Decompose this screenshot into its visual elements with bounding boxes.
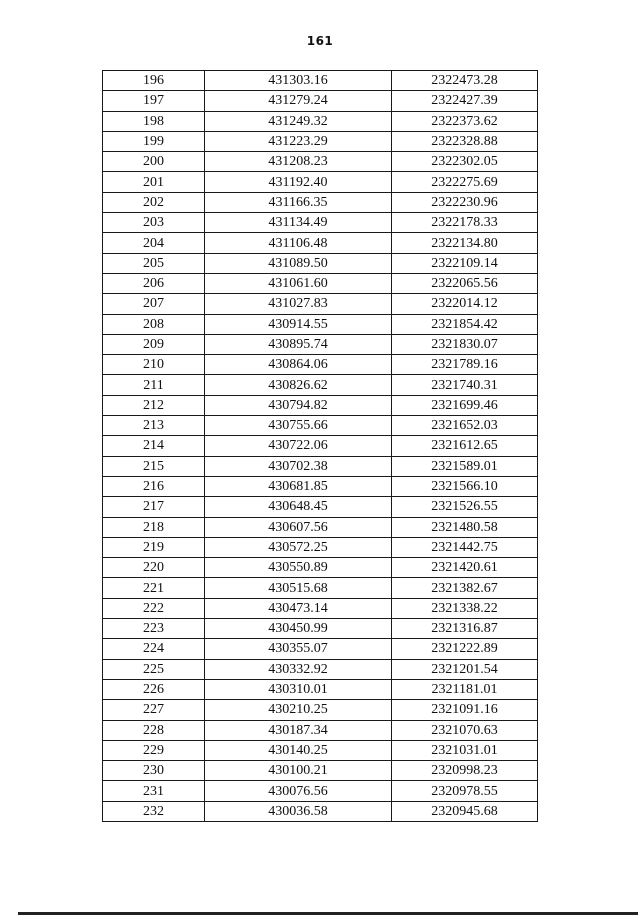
x-coordinate-cell: 431279.24	[205, 91, 392, 111]
y-coordinate-cell: 2321652.03	[392, 416, 538, 436]
point-number-cell: 230	[103, 761, 205, 781]
y-coordinate-cell: 2321789.16	[392, 355, 538, 375]
y-coordinate-cell: 2321338.22	[392, 598, 538, 618]
point-number-cell: 210	[103, 355, 205, 375]
y-coordinate-cell: 2321854.42	[392, 314, 538, 334]
point-number-cell: 223	[103, 619, 205, 639]
table-row	[103, 619, 538, 639]
x-coordinate-cell: 430681.85	[205, 476, 392, 496]
table-row	[103, 416, 538, 436]
y-coordinate-cell: 2321612.65	[392, 436, 538, 456]
table-row	[103, 537, 538, 557]
point-number-cell: 217	[103, 497, 205, 517]
x-coordinate-cell: 431192.40	[205, 172, 392, 192]
point-number-cell: 226	[103, 679, 205, 699]
table-row	[103, 598, 538, 618]
point-number-cell: 216	[103, 476, 205, 496]
table-row	[103, 558, 538, 578]
x-coordinate-cell: 430550.89	[205, 558, 392, 578]
point-number-cell: 201	[103, 172, 205, 192]
x-coordinate-cell: 431106.48	[205, 233, 392, 253]
point-number-cell: 214	[103, 436, 205, 456]
point-number-cell: 231	[103, 781, 205, 801]
table-row	[103, 294, 538, 314]
y-coordinate-cell: 2322065.56	[392, 273, 538, 293]
x-coordinate-cell: 430310.01	[205, 679, 392, 699]
point-number-cell: 224	[103, 639, 205, 659]
table-row	[103, 436, 538, 456]
point-number-cell: 197	[103, 91, 205, 111]
point-number-cell: 219	[103, 537, 205, 557]
x-coordinate-cell: 430607.56	[205, 517, 392, 537]
point-number-cell: 199	[103, 131, 205, 151]
point-number-cell: 212	[103, 395, 205, 415]
y-coordinate-cell: 2321181.01	[392, 679, 538, 699]
table-row	[103, 314, 538, 334]
y-coordinate-cell: 2322109.14	[392, 253, 538, 273]
table-row	[103, 639, 538, 659]
table-row	[103, 700, 538, 720]
y-coordinate-cell: 2322427.39	[392, 91, 538, 111]
x-coordinate-cell: 430572.25	[205, 537, 392, 557]
y-coordinate-cell: 2321222.89	[392, 639, 538, 659]
coordinate-table-body	[103, 71, 538, 822]
x-coordinate-cell: 431208.23	[205, 152, 392, 172]
x-coordinate-cell: 430450.99	[205, 619, 392, 639]
x-coordinate-cell: 431166.35	[205, 192, 392, 212]
y-coordinate-cell: 2321031.01	[392, 740, 538, 760]
y-coordinate-cell: 2321699.46	[392, 395, 538, 415]
x-coordinate-cell: 430755.66	[205, 416, 392, 436]
point-number-cell: 209	[103, 334, 205, 354]
x-coordinate-cell: 430187.34	[205, 720, 392, 740]
y-coordinate-cell: 2322014.12	[392, 294, 538, 314]
y-coordinate-cell: 2321589.01	[392, 456, 538, 476]
table-row	[103, 253, 538, 273]
y-coordinate-cell: 2320998.23	[392, 761, 538, 781]
point-number-cell: 215	[103, 456, 205, 476]
point-number-cell: 206	[103, 273, 205, 293]
table-row	[103, 355, 538, 375]
x-coordinate-cell: 431089.50	[205, 253, 392, 273]
y-coordinate-cell: 2322328.88	[392, 131, 538, 151]
y-coordinate-cell: 2322230.96	[392, 192, 538, 212]
table-row	[103, 395, 538, 415]
table-row	[103, 476, 538, 496]
point-number-cell: 222	[103, 598, 205, 618]
x-coordinate-cell: 430140.25	[205, 740, 392, 760]
y-coordinate-cell: 2321480.58	[392, 517, 538, 537]
point-number-cell: 218	[103, 517, 205, 537]
table-row	[103, 192, 538, 212]
x-coordinate-cell: 430914.55	[205, 314, 392, 334]
x-coordinate-cell: 430895.74	[205, 334, 392, 354]
y-coordinate-cell: 2321382.67	[392, 578, 538, 598]
x-coordinate-cell: 431223.29	[205, 131, 392, 151]
table-row	[103, 740, 538, 760]
y-coordinate-cell: 2321091.16	[392, 700, 538, 720]
table-row	[103, 781, 538, 801]
page-bottom-rule	[18, 912, 638, 915]
x-coordinate-cell: 430702.38	[205, 456, 392, 476]
x-coordinate-cell: 430332.92	[205, 659, 392, 679]
y-coordinate-cell: 2322134.80	[392, 233, 538, 253]
x-coordinate-cell: 430826.62	[205, 375, 392, 395]
table-row	[103, 578, 538, 598]
x-coordinate-cell: 430210.25	[205, 700, 392, 720]
y-coordinate-cell: 2321070.63	[392, 720, 538, 740]
point-number-cell: 221	[103, 578, 205, 598]
y-coordinate-cell: 2321526.55	[392, 497, 538, 517]
point-number-cell: 202	[103, 192, 205, 212]
point-number-cell: 225	[103, 659, 205, 679]
point-number-cell: 229	[103, 740, 205, 760]
y-coordinate-cell: 2320945.68	[392, 801, 538, 821]
x-coordinate-cell: 431134.49	[205, 213, 392, 233]
table-row	[103, 152, 538, 172]
table-row	[103, 456, 538, 476]
y-coordinate-cell: 2321830.07	[392, 334, 538, 354]
y-coordinate-cell: 2322275.69	[392, 172, 538, 192]
y-coordinate-cell: 2321566.10	[392, 476, 538, 496]
x-coordinate-cell: 431249.32	[205, 111, 392, 131]
point-number-cell: 200	[103, 152, 205, 172]
table-row	[103, 720, 538, 740]
x-coordinate-cell: 430515.68	[205, 578, 392, 598]
point-number-cell: 208	[103, 314, 205, 334]
table-row	[103, 801, 538, 821]
point-number-cell: 228	[103, 720, 205, 740]
y-coordinate-cell: 2321740.31	[392, 375, 538, 395]
x-coordinate-cell: 430036.58	[205, 801, 392, 821]
point-number-cell: 213	[103, 416, 205, 436]
coordinate-table	[102, 70, 538, 822]
x-coordinate-cell: 430355.07	[205, 639, 392, 659]
x-coordinate-cell: 431061.60	[205, 273, 392, 293]
table-row	[103, 517, 538, 537]
y-coordinate-cell: 2322373.62	[392, 111, 538, 131]
table-row	[103, 273, 538, 293]
point-number-cell: 211	[103, 375, 205, 395]
table-row	[103, 375, 538, 395]
table-row	[103, 334, 538, 354]
table-row	[103, 659, 538, 679]
table-row	[103, 761, 538, 781]
x-coordinate-cell: 430473.14	[205, 598, 392, 618]
y-coordinate-cell: 2321201.54	[392, 659, 538, 679]
y-coordinate-cell: 2322473.28	[392, 71, 538, 91]
table-row	[103, 233, 538, 253]
x-coordinate-cell: 430100.21	[205, 761, 392, 781]
point-number-cell: 196	[103, 71, 205, 91]
x-coordinate-cell: 430794.82	[205, 395, 392, 415]
point-number-cell: 205	[103, 253, 205, 273]
y-coordinate-cell: 2321442.75	[392, 537, 538, 557]
x-coordinate-cell: 430722.06	[205, 436, 392, 456]
x-coordinate-cell: 430864.06	[205, 355, 392, 375]
table-row	[103, 111, 538, 131]
x-coordinate-cell: 431303.16	[205, 71, 392, 91]
table-row	[103, 91, 538, 111]
y-coordinate-cell: 2321316.87	[392, 619, 538, 639]
x-coordinate-cell: 431027.83	[205, 294, 392, 314]
point-number-cell: 227	[103, 700, 205, 720]
x-coordinate-cell: 430076.56	[205, 781, 392, 801]
table-row	[103, 131, 538, 151]
y-coordinate-cell: 2322302.05	[392, 152, 538, 172]
table-row	[103, 213, 538, 233]
table-row	[103, 679, 538, 699]
point-number-cell: 207	[103, 294, 205, 314]
x-coordinate-cell: 430648.45	[205, 497, 392, 517]
y-coordinate-cell: 2321420.61	[392, 558, 538, 578]
point-number-cell: 203	[103, 213, 205, 233]
table-row	[103, 497, 538, 517]
point-number-cell: 204	[103, 233, 205, 253]
y-coordinate-cell: 2322178.33	[392, 213, 538, 233]
table-row	[103, 172, 538, 192]
point-number-cell: 232	[103, 801, 205, 821]
point-number-cell: 220	[103, 558, 205, 578]
page-number: 161	[306, 34, 334, 48]
table-row	[103, 71, 538, 91]
point-number-cell: 198	[103, 111, 205, 131]
y-coordinate-cell: 2320978.55	[392, 781, 538, 801]
